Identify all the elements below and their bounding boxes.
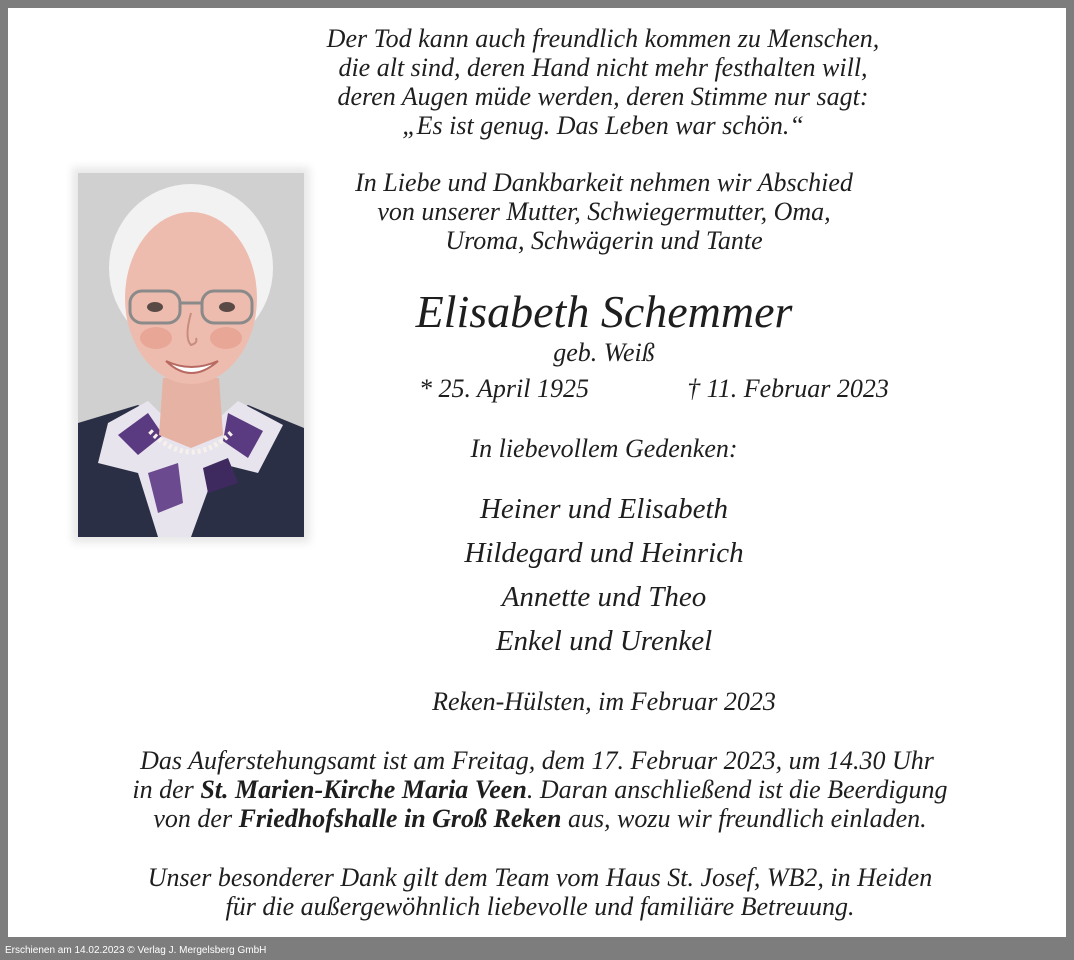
cemetery-hall-name: Friedhofshalle in Groß Reken: [238, 804, 562, 833]
thanks-line-1: Unser besonderer Dank gilt dem Team vom Haus St. Josef, WB2, in Heiden: [147, 863, 933, 892]
service-line-2: [8, 775, 1072, 804]
publication-footer: Erschienen am 14.02.2023 © Verlag J. Mergelsberg GmbH: [5, 945, 267, 956]
remembrance-heading: In liebevollem Gedenken:: [470, 434, 738, 463]
mourner-1: Heiner und Elisabeth: [479, 493, 729, 525]
place-date: Reken-Hülsten, im Februar 2023: [432, 687, 776, 716]
quote-line-4: „Es ist genug. Das Leben war schön.“: [402, 111, 804, 140]
church-name: St. Marien-Kirche Maria Veen: [200, 775, 527, 804]
quote-line-3: deren Augen müde werden, deren Stimme nur sagt:: [337, 82, 869, 111]
mourner-4: Enkel und Urenkel: [495, 625, 713, 657]
quote-line-1: Der Tod kann auch freundlich kommen zu Menschen,: [326, 24, 880, 53]
service-line-2-pre: in der: [132, 775, 201, 804]
service-line-1: Das Auferstehungsamt ist am Freitag, dem 17. Februar 2023, um 14.30 Uhr: [140, 746, 934, 775]
service-line-3-pre: von der: [153, 804, 239, 833]
mourner-2: Hildegard und Heinrich: [464, 537, 744, 569]
farewell-line-3: Uroma, Schwägerin und Tante: [445, 226, 763, 255]
death-date: † 11. Februar 2023: [687, 374, 889, 403]
farewell-line-2: von unserer Mutter, Schwiegermutter, Oma,: [377, 197, 831, 226]
birth-date: * 25. April 1925: [419, 374, 589, 403]
thanks-line-2: für die außergewöhnlich liebevolle und familiäre Betreuung.: [225, 892, 855, 921]
service-line-2-post: . Daran anschließend ist die Beerdigung: [526, 775, 948, 804]
mourner-3: Annette und Theo: [501, 581, 707, 613]
maiden-name: geb. Weiß: [553, 338, 655, 367]
service-line-3-post: aus, wozu wir freundlich einladen.: [561, 804, 927, 833]
farewell-line-1: In Liebe und Dankbarkeit nehmen wir Abschied: [355, 168, 853, 197]
obituary-card: [8, 8, 1066, 937]
service-line-3: [8, 804, 1072, 833]
deceased-name: Elisabeth Schemmer: [415, 286, 793, 337]
quote-line-2: die alt sind, deren Hand nicht mehr festhalten will,: [338, 53, 868, 82]
